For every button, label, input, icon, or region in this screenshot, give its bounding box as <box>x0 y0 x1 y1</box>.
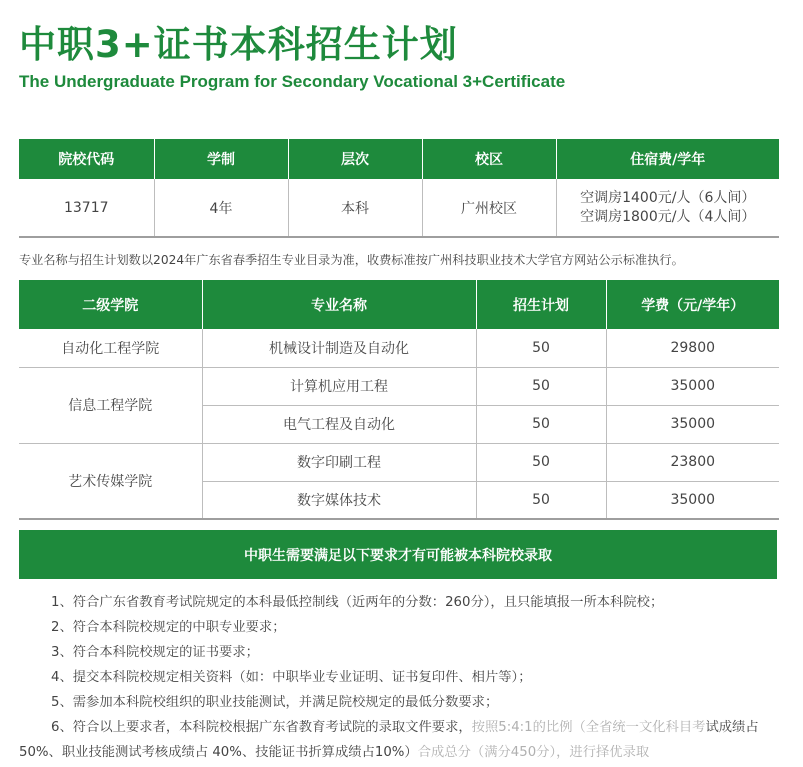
table-header-row <box>19 139 779 179</box>
requirements-banner: 中职生需要满足以下要求才有可能被本科院校录取 <box>19 530 777 579</box>
list-item: 4、提交本科院校规定相关资料（如：中职毕业专业证明、证书复印件、相片等）； <box>51 670 532 685</box>
school-code: 13717 <box>19 179 154 237</box>
education-level: 本科 <box>288 179 422 237</box>
tuition-fee: 35000 <box>606 367 779 405</box>
tuition-fee: 23800 <box>606 443 779 481</box>
faded-requirement-text: 合成总分（满分450分），进行择优录取 <box>417 745 650 760</box>
page-subtitle: The Undergraduate Program for Secondary Vocational 3+Certificate <box>19 72 566 91</box>
list-item <box>19 715 789 765</box>
major-name: 机械设计制造及自动化 <box>202 329 476 367</box>
column-header: 校区 <box>422 139 556 179</box>
page-title: 中职3+证书本科招生计划 <box>19 23 458 66</box>
major-name: 数字媒体技术 <box>202 481 476 519</box>
enrollment-plan: 50 <box>476 443 606 481</box>
study-duration: 4年 <box>154 179 288 237</box>
college-name: 自动化工程学院 <box>19 329 202 367</box>
major-name: 计算机应用工程 <box>202 367 476 405</box>
requirements-list <box>19 590 789 765</box>
table-header-row <box>19 280 779 329</box>
college-name: 艺术传媒学院 <box>19 443 202 519</box>
column-header: 学制 <box>154 139 288 179</box>
tuition-fee: 35000 <box>606 405 779 443</box>
enrollment-plan: 50 <box>476 367 606 405</box>
list-item: 3、符合本科院校规定的证书要求； <box>51 645 259 660</box>
column-header: 层次 <box>288 139 422 179</box>
dorm-fee <box>556 179 779 237</box>
column-header: 住宿费/学年 <box>556 139 779 179</box>
requirement-text: 6、符合以上要求者，本科院校根据广东省教育考试院的录取文件要求， <box>51 720 472 735</box>
college-name: 信息工程学院 <box>19 367 202 443</box>
school-info-table <box>19 139 779 238</box>
list-item: 5、需参加本科院校组织的职业技能测试，并满足院校规定的最低分数要求； <box>51 695 499 710</box>
campus: 广州校区 <box>422 179 556 237</box>
enrollment-note: 专业名称与招生计划数以2024年广东省春季招生专业目录为准，收费标准按广州科技职业技术大学官方网站公示标准执行。 <box>19 253 684 267</box>
table-row <box>19 443 779 481</box>
major-name: 电气工程及自动化 <box>202 405 476 443</box>
table-row <box>19 179 779 237</box>
tuition-fee: 35000 <box>606 481 779 519</box>
enrollment-plan: 50 <box>476 329 606 367</box>
column-header: 招生计划 <box>476 280 606 329</box>
faded-requirement-text: 按照5:4:1的比例（全省统一文化科目考 <box>471 720 706 735</box>
table-row <box>19 367 779 405</box>
enrollment-plan: 50 <box>476 405 606 443</box>
major-plan-table <box>19 280 779 520</box>
tuition-fee: 29800 <box>606 329 779 367</box>
column-header: 学费（元/学年） <box>606 280 779 329</box>
dorm-fee-option: 空调房1400元/人（6人间） <box>580 189 756 206</box>
enrollment-plan: 50 <box>476 481 606 519</box>
column-header: 二级学院 <box>19 280 202 329</box>
requirement-text: 试成绩占50%、职业技能测试考核成绩占 40%、技能证书折算成绩占10%） <box>19 720 759 760</box>
major-name: 数字印刷工程 <box>202 443 476 481</box>
dorm-fee-option: 空调房1800元/人（4人间） <box>580 208 756 225</box>
column-header: 院校代码 <box>19 139 154 179</box>
column-header: 专业名称 <box>202 280 476 329</box>
list-item: 2、符合本科院校规定的中职专业要求； <box>51 620 286 635</box>
table-row <box>19 329 779 367</box>
list-item: 1、符合广东省教育考试院规定的本科最低控制线（近两年的分数：260分），且只能填报一所本科院校； <box>51 595 664 610</box>
